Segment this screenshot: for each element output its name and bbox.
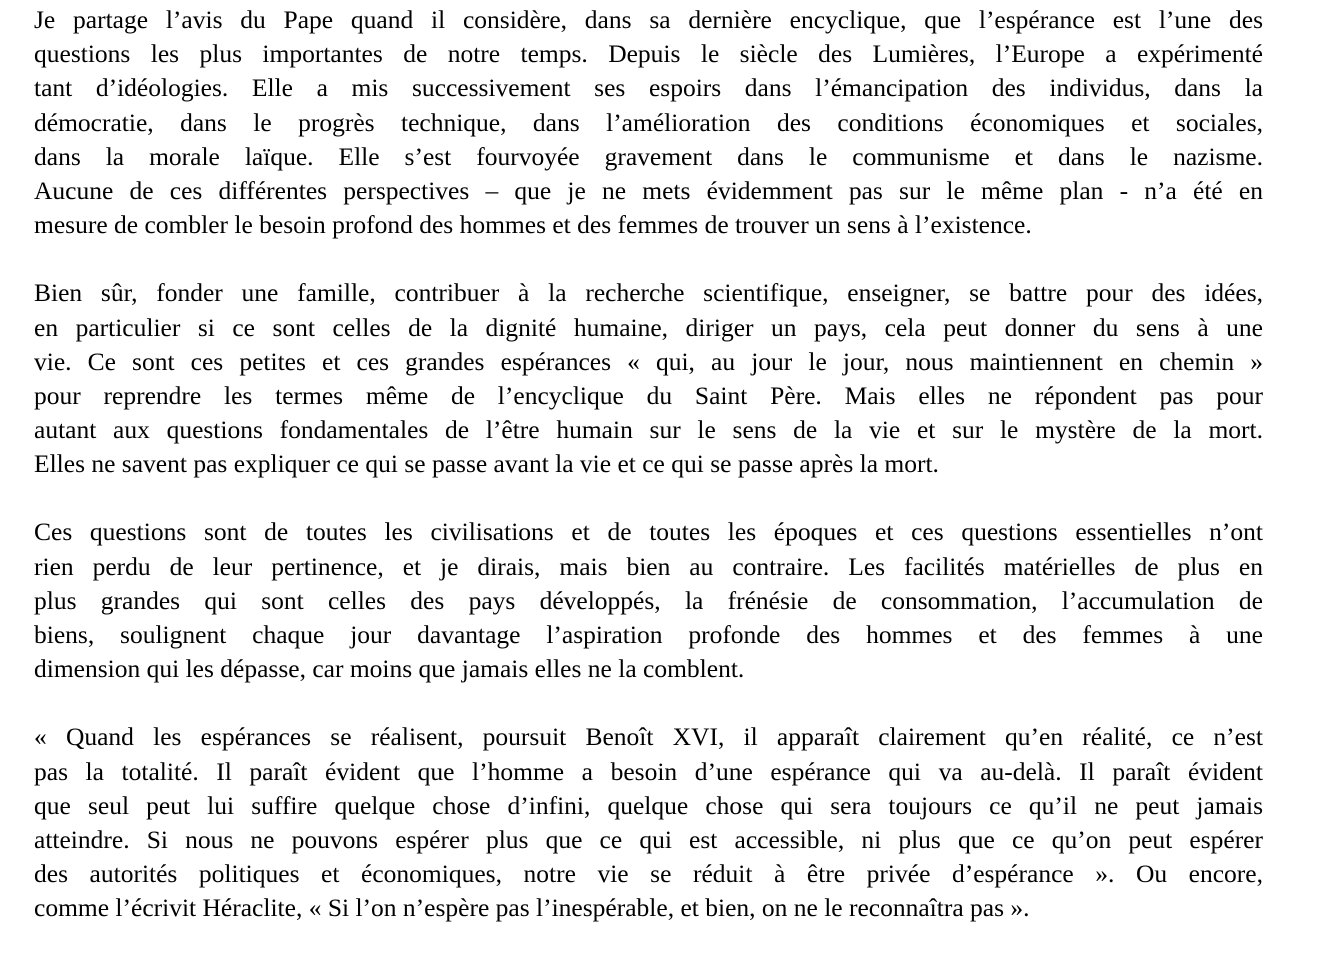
text-line: en particulier si ce sont celles de la dignité humaine, diriger un pays, cela peut donner du sens à une: [34, 312, 1263, 342]
text-line: Bien sûr, fonder une famille, contribuer à la recherche scientifique, enseigner, se battre pour des idées,: [34, 278, 1263, 308]
text-line: vie. Ce sont ces petites et ces grandes espérances « qui, au jour le jour, nous maintiennent en chemin »: [34, 346, 1263, 376]
text-line: atteindre. Si nous ne pouvons espérer plus que ce qui est accessible, ni plus que ce qu’on peut espérer: [34, 824, 1263, 854]
text-line: Elles ne savent pas expliquer ce qui se passe avant la vie et ce qui se passe après la mort.: [34, 449, 939, 479]
text-line: tant d’idéologies. Elle a mis successivement ses espoirs dans l’émancipation des individus, dans la: [34, 73, 1263, 103]
text-line: autant aux questions fondamentales de l’être humain sur le sens de la vie et sur le mystère de la mort.: [34, 415, 1263, 445]
text-line: que seul peut lui suffire quelque chose d’infini, quelque chose qui sera toujours ce qu’il ne peut jamais: [34, 790, 1263, 820]
text-line: rien perdu de leur pertinence, et je dirais, mais bien au contraire. Les facilités matérielles de plus en: [34, 551, 1263, 581]
text-line: dans la morale laïque. Elle s’est fourvoyée gravement dans le communisme et dans le nazisme.: [34, 141, 1263, 171]
text-line: dimension qui les dépasse, car moins que jamais elles ne la comblent.: [34, 654, 745, 684]
paragraph-2: [34, 276, 1263, 481]
text-line: plus grandes qui sont celles des pays développés, la frénésie de consommation, l’accumulation de: [34, 585, 1263, 615]
text-line: Je partage l’avis du Pape quand il considère, dans sa dernière encyclique, que l’espérance est l’une des: [34, 5, 1263, 34]
text-line: comme l’écrivit Héraclite, « Si l’on n’espère pas l’inespérable, et bien, on ne le reconnaîtra pas ».: [34, 893, 1030, 923]
document-page: [34, 3, 1263, 960]
text-line: pas la totalité. Il paraît évident que l’homme a besoin d’une espérance qui va au-delà. Il paraît évident: [34, 756, 1263, 786]
text-line: questions les plus importantes de notre temps. Depuis le siècle des Lumières, l’Europe a expérimenté: [34, 39, 1263, 69]
text-line: pour reprendre les termes même de l’encyclique du Saint Père. Mais elles ne répondent pas pour: [34, 380, 1263, 410]
text-line: des autorités politiques et économiques, notre vie se réduit à être privée d’espérance ». Ou encore,: [34, 859, 1263, 889]
paragraph-3: [34, 515, 1263, 686]
text-line: démocratie, dans le progrès technique, dans l’amélioration des conditions économiques et sociales,: [34, 107, 1263, 137]
text-line: mesure de combler le besoin profond des hommes et des femmes de trouver un sens à l’existence.: [34, 210, 1032, 240]
text-line: « Quand les espérances se réalisent, poursuit Benoît XVI, il apparaît clairement qu’en réalité, ce n’est: [34, 722, 1263, 752]
text-line: biens, soulignent chaque jour davantage l’aspiration profonde des hommes et des femmes à une: [34, 620, 1263, 649]
text-line: Ces questions sont de toutes les civilisations et de toutes les époques et ces questions essentielles n’ont: [34, 517, 1263, 547]
text-line: Aucune de ces différentes perspectives – que je ne mets évidemment pas sur le même plan - n’a été en: [34, 175, 1263, 205]
paragraph-1: [34, 3, 1263, 242]
paragraph-4: [34, 720, 1263, 925]
